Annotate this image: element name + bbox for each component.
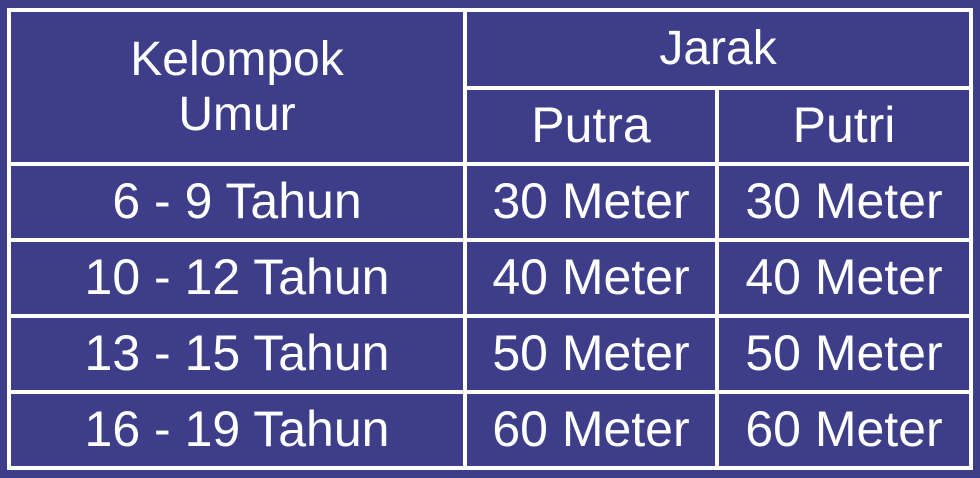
boys-distance-cell: 30 Meter — [467, 166, 715, 238]
table-row — [11, 394, 969, 466]
girls-header: Putri — [719, 90, 969, 162]
boys-header: Putra — [467, 90, 715, 162]
girls-distance-cell: 30 Meter — [719, 166, 969, 238]
girls-distance-cell: 50 Meter — [719, 318, 969, 390]
age-group-header-line2: Umur — [178, 88, 296, 142]
table-row — [11, 166, 969, 238]
distance-header: Jarak — [467, 12, 969, 86]
girls-distance-cell: 60 Meter — [719, 394, 969, 466]
age-cell: 6 - 9 Tahun — [11, 166, 463, 238]
table-row — [11, 318, 969, 390]
distance-table — [7, 8, 973, 470]
girls-distance-cell: 40 Meter — [719, 242, 969, 314]
age-group-header — [11, 12, 463, 162]
boys-distance-cell: 60 Meter — [467, 394, 715, 466]
table-row — [11, 242, 969, 314]
age-cell: 16 - 19 Tahun — [11, 394, 463, 466]
age-cell: 10 - 12 Tahun — [11, 242, 463, 314]
boys-distance-cell: 40 Meter — [467, 242, 715, 314]
age-cell: 13 - 15 Tahun — [11, 318, 463, 390]
header-row-top — [11, 12, 969, 86]
age-group-header-line1: Kelompok — [130, 32, 344, 86]
boys-distance-cell: 50 Meter — [467, 318, 715, 390]
